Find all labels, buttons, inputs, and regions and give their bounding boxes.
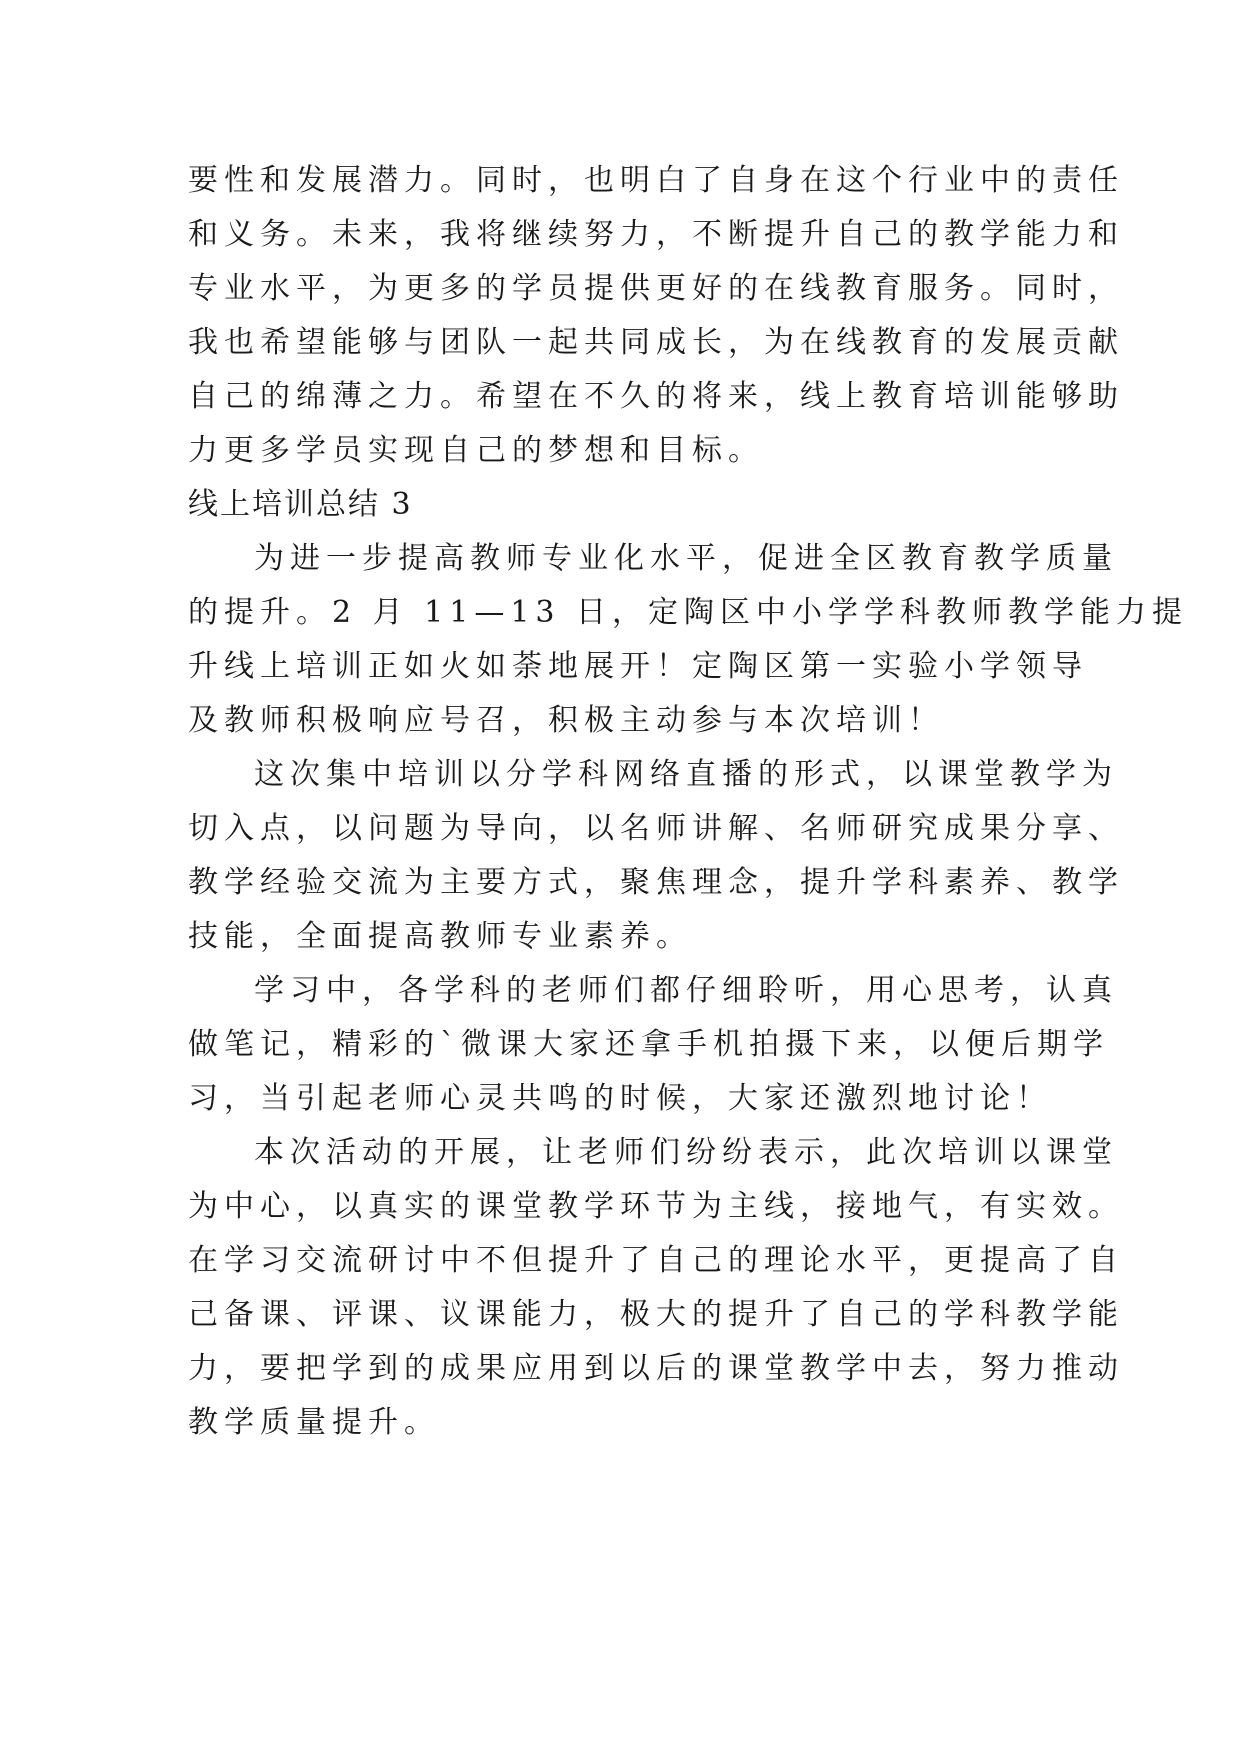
paragraph-2 [188,748,1124,964]
intro-paragraph [188,154,1124,478]
text-line: 我也希望能够与团队一起共同成长，为在线教育的发展贡献 [188,325,1124,360]
text-line: 在学习交流研讨中不但提升了自己的理论水平，更提高了自 [188,1243,1124,1278]
text-line: 力更多学员实现自己的梦想和目标。 [188,433,764,468]
text-line: 力，要把学到的成果应用到以后的课堂教学中去，努力推动 [188,1351,1124,1386]
text-line: 技能，全面提高教师专业素养。 [188,919,692,954]
paragraph-3 [188,964,1118,1126]
text-line: 为中心，以真实的课堂教学环节为主线，接地气，有实效。 [188,1189,1124,1224]
text-line: 习，当引起老师心灵共鸣的时候，大家还激烈地讨论！ [188,1081,1052,1116]
text-line: 专业水平，为更多的学员提供更好的在线教育服务。同时， [188,271,1124,306]
paragraph-4 [188,1126,1124,1450]
text-line: 教学经验交流为主要方式，聚焦理念，提升学科素养、教学 [188,865,1124,900]
text-line: 为进一步提高教师专业化水平，促进全区教育教学质量 [254,541,1118,576]
section-title: 线上培训总结 3 [188,487,413,522]
text-line: 切入点，以问题为导向，以名师讲解、名师研究成果分享、 [188,811,1124,846]
text-line: 及教师积极响应号召，积极主动参与本次培训！ [188,703,944,738]
text-line: 升线上培训正如火如荼地展开！定陶区第一实验小学领导 [188,649,1088,684]
text-line: 要性和发展潜力。同时，也明白了自身在这个行业中的责任 [188,163,1124,198]
text-line: 学习中，各学科的老师们都仔细聆听，用心思考，认真 [254,973,1118,1008]
text-line: 这次集中培训以分学科网络直播的形式，以课堂教学为 [254,757,1118,792]
text-line: 教学质量提升。 [188,1405,440,1440]
paragraph-1 [188,532,1189,748]
text-line: 本次活动的开展，让老师们纷纷表示，此次培训以课堂 [254,1135,1118,1170]
document-body [188,154,1189,1450]
text-line: 己备课、评课、议课能力，极大的提升了自己的学科教学能 [188,1297,1124,1332]
text-line: 做笔记，精彩的`微课大家还拿手机拍摄下来，以便后期学 [188,1027,1109,1062]
text-line: 自己的绵薄之力。希望在不久的将来，线上教育培训能够助 [188,379,1124,414]
text-line: 和义务。未来，我将继续努力，不断提升自己的教学能力和 [188,217,1124,252]
text-line: 的提升。2 月 11—13 日，定陶区中小学学科教师教学能力提 [188,595,1189,630]
